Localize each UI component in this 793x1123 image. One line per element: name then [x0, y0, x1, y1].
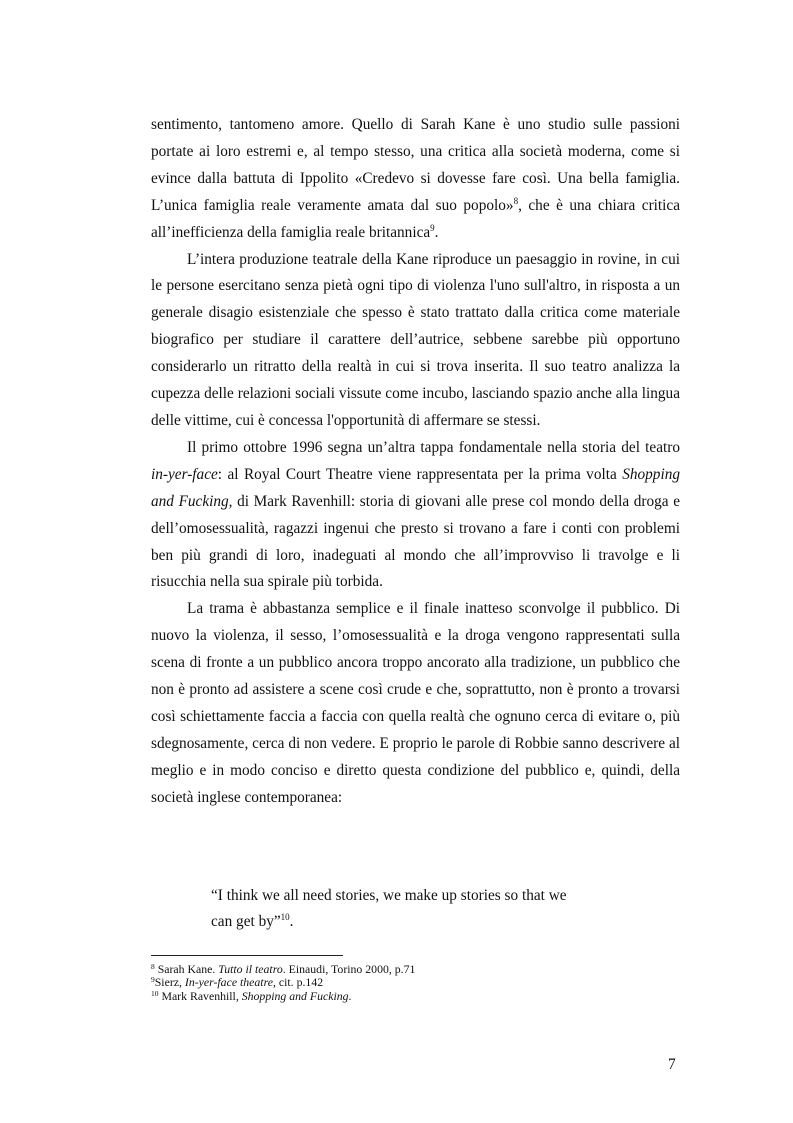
footnote [151, 976, 680, 989]
quote-line-2-text: can get by” [211, 913, 281, 930]
quote-line-2 [211, 909, 611, 935]
footnote-ref[interactable]: 10 [280, 912, 290, 922]
paragraph [151, 247, 680, 435]
text-run: . Einaudi, Torino 2000, p.71 [282, 962, 416, 976]
quote-line-1: “I think we all need stories, we make up stories so that we [211, 887, 567, 904]
text-run: . [348, 988, 352, 1003]
footnote-separator [151, 955, 343, 956]
paragraph [151, 435, 680, 596]
italic-title: Shopping and Fucking [241, 988, 349, 1003]
italic-title: In-yer-face theatre, [184, 975, 276, 990]
paragraph [151, 596, 680, 811]
italic-title: in-yer-face [151, 465, 218, 483]
text-run: di Mark Ravenhill: storia di giovani alle prese col mondo della droga e dell’omosessualità, ragazzi ingenui che presto si trovano a fare i conti con problemi ben più grandi di loro, inadeguati al mondo che all’improvviso li travolge e li risucchia nella sua spirale più torbida. [151, 492, 680, 591]
body-text [151, 112, 680, 812]
footnote-ref[interactable]: 9 [430, 222, 435, 233]
footnotes [151, 963, 680, 1003]
footnote-ref[interactable]: 10 [151, 988, 159, 998]
text-run: Sarah Kane. [154, 962, 219, 976]
footnote-ref[interactable]: 9 [151, 975, 155, 985]
text-run: Mark Ravenhill, [158, 988, 242, 1003]
text-run: sentimento, tantomeno amore. Quello di Sarah Kane è uno studio sulle passioni portate ai loro estremi e, al tempo stesso, una critica alla società moderna, come si evince dalla battuta di Ippolito «Credevo si dovesse fare così. Una bella famiglia. L’unica famiglia reale veramente amata dal suo popolo» [151, 116, 680, 214]
italic-title: Shopping and Fucking, [151, 465, 680, 510]
footnote [151, 990, 680, 1003]
text-run: , che è una chiara critica all’inefficienza della famiglia reale britannica [151, 196, 681, 241]
footnote-ref[interactable]: 8 [513, 195, 519, 206]
text-run: L’intera produzione teatrale della Kane riproduce un paesaggio in rovine, in cui le persone esercitano senza pietà ogni tipo di violenza l'uno sull'altro, in risposta a un generale disagio esistenziale che spesso è stato trattato dalla critica come materiale biografico per studiare il carattere dell’autrice, sebbene sarebbe più opportuno considerarlo un ritratto della realtà in cui si trova inserita. Il suo teatro analizza la cupezza delle relazioni sociali vissute come incubo, lasciando spazio anche alla lingua delle vittime, cui è concessa l'opportunità di affermare se stessi. [151, 250, 680, 429]
text-run: Sierz, [154, 975, 185, 990]
footnote [151, 963, 680, 976]
text-run: : al Royal Court Theatre viene rappresentata per la prima volta [217, 465, 623, 483]
paragraph [151, 112, 680, 247]
text-run: La trama è abbastanza semplice e il finale inatteso sconvolge il pubblico. Di nuovo la violenza, il sesso, l’omosessualità e la droga vengono rappresentati sulla scena di fronte a un pubblico ancora troppo ancorato alla tradizione, un pubblico che non è pronto ad assistere a scene così crude e che, soprattutto, non è pronto a trovarsi così schiettamente faccia a faccia con quella realtà che ognuno cerca di evitare o, più sdegnosamente, cerca di non vedere. E proprio le parole di Robbie sanno descrivere al meglio e in modo conciso e diretto questa condizione del pubblico e, quindi, della società inglese contemporanea: [151, 600, 680, 806]
text-run: Il primo ottobre 1996 segna un’altra tappa fondamentale nella storia del teatro [187, 438, 680, 456]
text-run: cit. p.142 [275, 975, 324, 990]
quote-end: . [289, 913, 294, 930]
footnote-ref[interactable]: 8 [151, 962, 155, 971]
italic-title: Tutto il teatro [218, 962, 283, 976]
text-run: . [434, 223, 439, 241]
block-quote [211, 883, 611, 935]
page-number: 7 [668, 1056, 676, 1073]
